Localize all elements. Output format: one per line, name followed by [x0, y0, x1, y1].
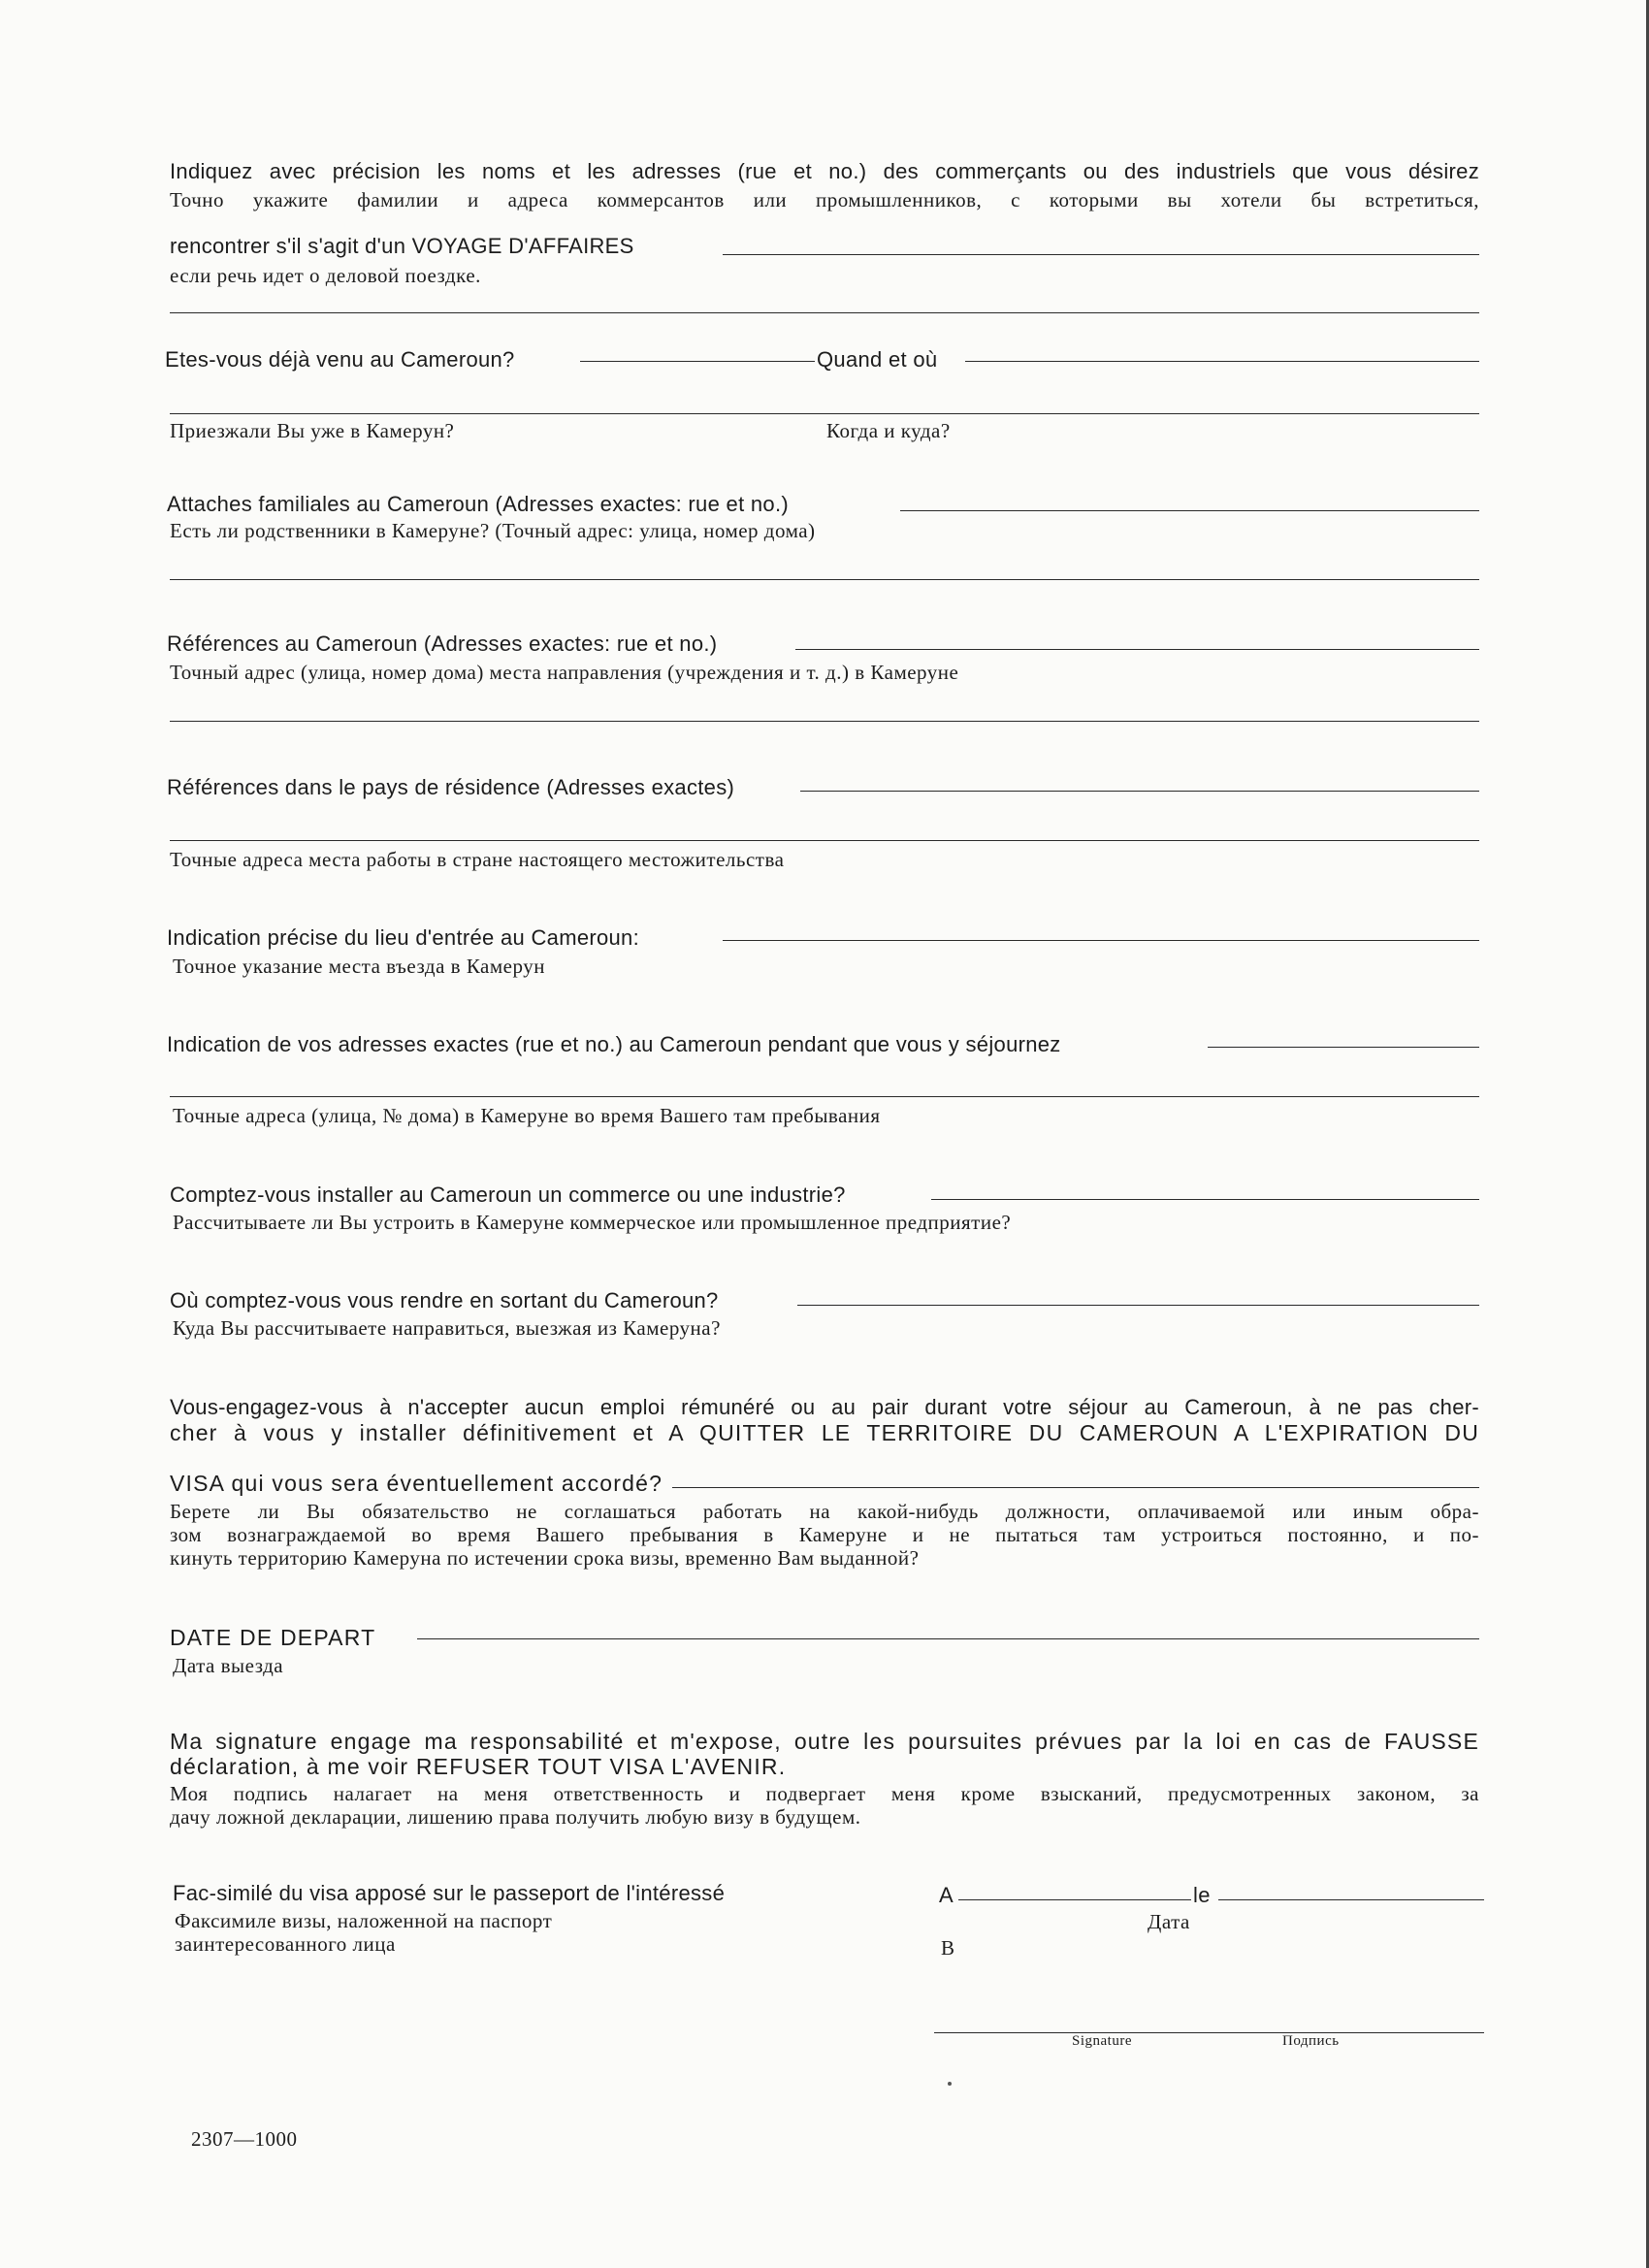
exit-destination-field[interactable] — [797, 1305, 1479, 1306]
references-cameroon-field-2[interactable] — [170, 721, 1479, 722]
business-install-label-fr: Comptez-vous installer au Cameroun un commerce ou une industrie? — [170, 1183, 846, 1207]
departure-date-label-fr: DATE DE DEPART — [170, 1625, 376, 1650]
family-ties-label-fr: Attaches familiales au Cameroun (Adresses exactes: rue et no.) — [167, 492, 790, 516]
departure-date-label-ru: Дата выезда — [173, 1654, 284, 1677]
references-residence-label-fr: Références dans le pays de résidence (Adresses exactes) — [167, 775, 735, 799]
stray-ink-mark — [948, 2082, 952, 2086]
date-field[interactable] — [1218, 1899, 1484, 1900]
business-trip-label-fr: rencontrer s'il s'agit d'un VOYAGE D'AFFAIRES — [170, 234, 634, 258]
exit-destination-label-ru: Куда Вы рассчитываете направиться, выезжая из Камеруна? — [173, 1316, 721, 1340]
signature-label-ru: Подпись — [1282, 2033, 1340, 2049]
undertaking-line-3-ru: кинуть территорию Камеруна по истечении срока визы, временно Вам выданной? — [170, 1546, 920, 1570]
business-contacts-label-ru: Точно укажите фамилии и адреса коммерсантов или промышленников, с которыми вы хотели бы встретиться, — [170, 188, 1479, 211]
exit-destination-label-fr: Où comptez-vous vous rendre en sortant du Cameroun? — [170, 1288, 719, 1312]
previous-visit-label-ru: Приезжали Вы уже в Камерун? — [170, 419, 455, 442]
previous-visit-label-fr: Etes-vous déjà venu au Cameroun? — [165, 347, 515, 372]
undertaking-line-1-fr: Vous-engagez-vous à n'accepter aucun emploi rémunéré ou au pair durant votre séjour au Cameroun, à ne pas cher- — [170, 1395, 1479, 1419]
business-contacts-field-1[interactable] — [723, 254, 1479, 255]
business-install-label-ru: Рассчитываете ли Вы устроить в Камеруне коммерческое или промышленное предприятие? — [173, 1211, 1012, 1234]
undertaking-line-2-fr: cher à vous y installer définitivement et A QUITTER LE TERRITOIRE DU CAMEROUN A L'EXPIRATION DU — [170, 1420, 1479, 1445]
departure-date-field[interactable] — [417, 1638, 1479, 1639]
business-trip-label-ru: если речь идет о деловой поездке. — [170, 264, 481, 287]
declaration-line-2-fr: déclaration, à me voir REFUSER TOUT VISA L'AVENIR. — [170, 1754, 787, 1779]
place-field[interactable] — [958, 1899, 1191, 1900]
previous-visit-when-label-ru: Когда и куда? — [826, 419, 951, 442]
facsimile-label-ru-2: заинтересованного лица — [175, 1932, 396, 1956]
references-residence-field-1[interactable] — [800, 791, 1479, 792]
print-code: 2307—1000 — [191, 2127, 298, 2151]
undertaking-line-2-ru: зом вознаграждаемой во время Вашего пребывания в Камеруне и не пытаться там устроиться постоянно, и по- — [170, 1523, 1479, 1546]
declaration-line-2-ru: дачу ложной декларации, лишению права получить любую визу в будущем. — [170, 1805, 861, 1829]
previous-visit-when-field[interactable] — [965, 361, 1479, 362]
family-ties-field-2[interactable] — [170, 579, 1479, 580]
references-cameroon-label-ru: Точный адрес (улица, номер дома) места направления (учреждения и т. д.) в Камеруне — [170, 661, 959, 684]
references-cameroon-label-fr: Références au Cameroun (Adresses exactes: rue et no.) — [167, 632, 718, 656]
previous-visit-field-2[interactable] — [170, 413, 1479, 414]
entry-place-label-ru: Точное указание места въезда в Камерун — [173, 955, 545, 978]
declaration-line-1-fr: Ma signature engage ma responsabilité et m'expose, outre les poursuites prévues par la loi en cas de FAUSSE — [170, 1729, 1479, 1754]
declaration-line-1-ru: Моя подпись налагает на меня ответственность и подвергает меня кроме взысканий, предусмотренных законом, за — [170, 1782, 1479, 1805]
place-label-fr: A — [939, 1883, 954, 1907]
references-cameroon-field-1[interactable] — [795, 649, 1479, 650]
business-install-field[interactable] — [931, 1199, 1479, 1200]
previous-visit-when-label-fr: Quand et où — [817, 347, 938, 372]
stay-address-label-ru: Точные адреса (улица, № дома) в Камеруне во время Вашего там пребывания — [173, 1104, 881, 1127]
family-ties-label-ru: Есть ли родственники в Камеруне? (Точный адрес: улица, номер дома) — [170, 519, 816, 542]
previous-visit-field[interactable] — [580, 361, 815, 362]
facsimile-label-ru-1: Факсимиле визы, наложенной на паспорт — [175, 1909, 553, 1932]
date-label-fr: le — [1193, 1883, 1211, 1907]
facsimile-label-fr: Fac-similé du visa apposé sur le passeport de l'intéressé — [173, 1881, 726, 1905]
entry-place-label-fr: Indication précise du lieu d'entrée au Cameroun: — [167, 925, 640, 950]
undertaking-line-3-fr: VISA qui vous sera éventuellement accordé? — [170, 1471, 663, 1496]
references-residence-field-2[interactable] — [170, 840, 1479, 841]
place-label-ru: В — [941, 1936, 955, 1960]
stay-address-label-fr: Indication de vos adresses exactes (rue et no.) au Cameroun pendant que vous y séjournez — [167, 1032, 1061, 1056]
family-ties-field-1[interactable] — [900, 510, 1479, 511]
signature-field[interactable] — [934, 2032, 1484, 2033]
business-contacts-field-2[interactable] — [170, 312, 1479, 313]
signature-label-fr: Signature — [1072, 2033, 1132, 2049]
date-label-ru: Дата — [1148, 1910, 1190, 1933]
references-residence-label-ru: Точные адреса места работы в стране настоящего местожительства — [170, 848, 785, 871]
undertaking-line-1-ru: Берете ли Вы обязательство не соглашаться работать на какой-нибудь должности, оплачиваемой или иным обра- — [170, 1500, 1479, 1523]
undertaking-field[interactable] — [672, 1487, 1479, 1488]
business-contacts-label-fr: Indiquez avec précision les noms et les adresses (rue et no.) des commerçants ou des industriels que vous désirez — [170, 159, 1479, 183]
stay-address-field-1[interactable] — [1208, 1047, 1479, 1048]
stay-address-field-2[interactable] — [170, 1096, 1479, 1097]
entry-place-field[interactable] — [723, 940, 1479, 941]
